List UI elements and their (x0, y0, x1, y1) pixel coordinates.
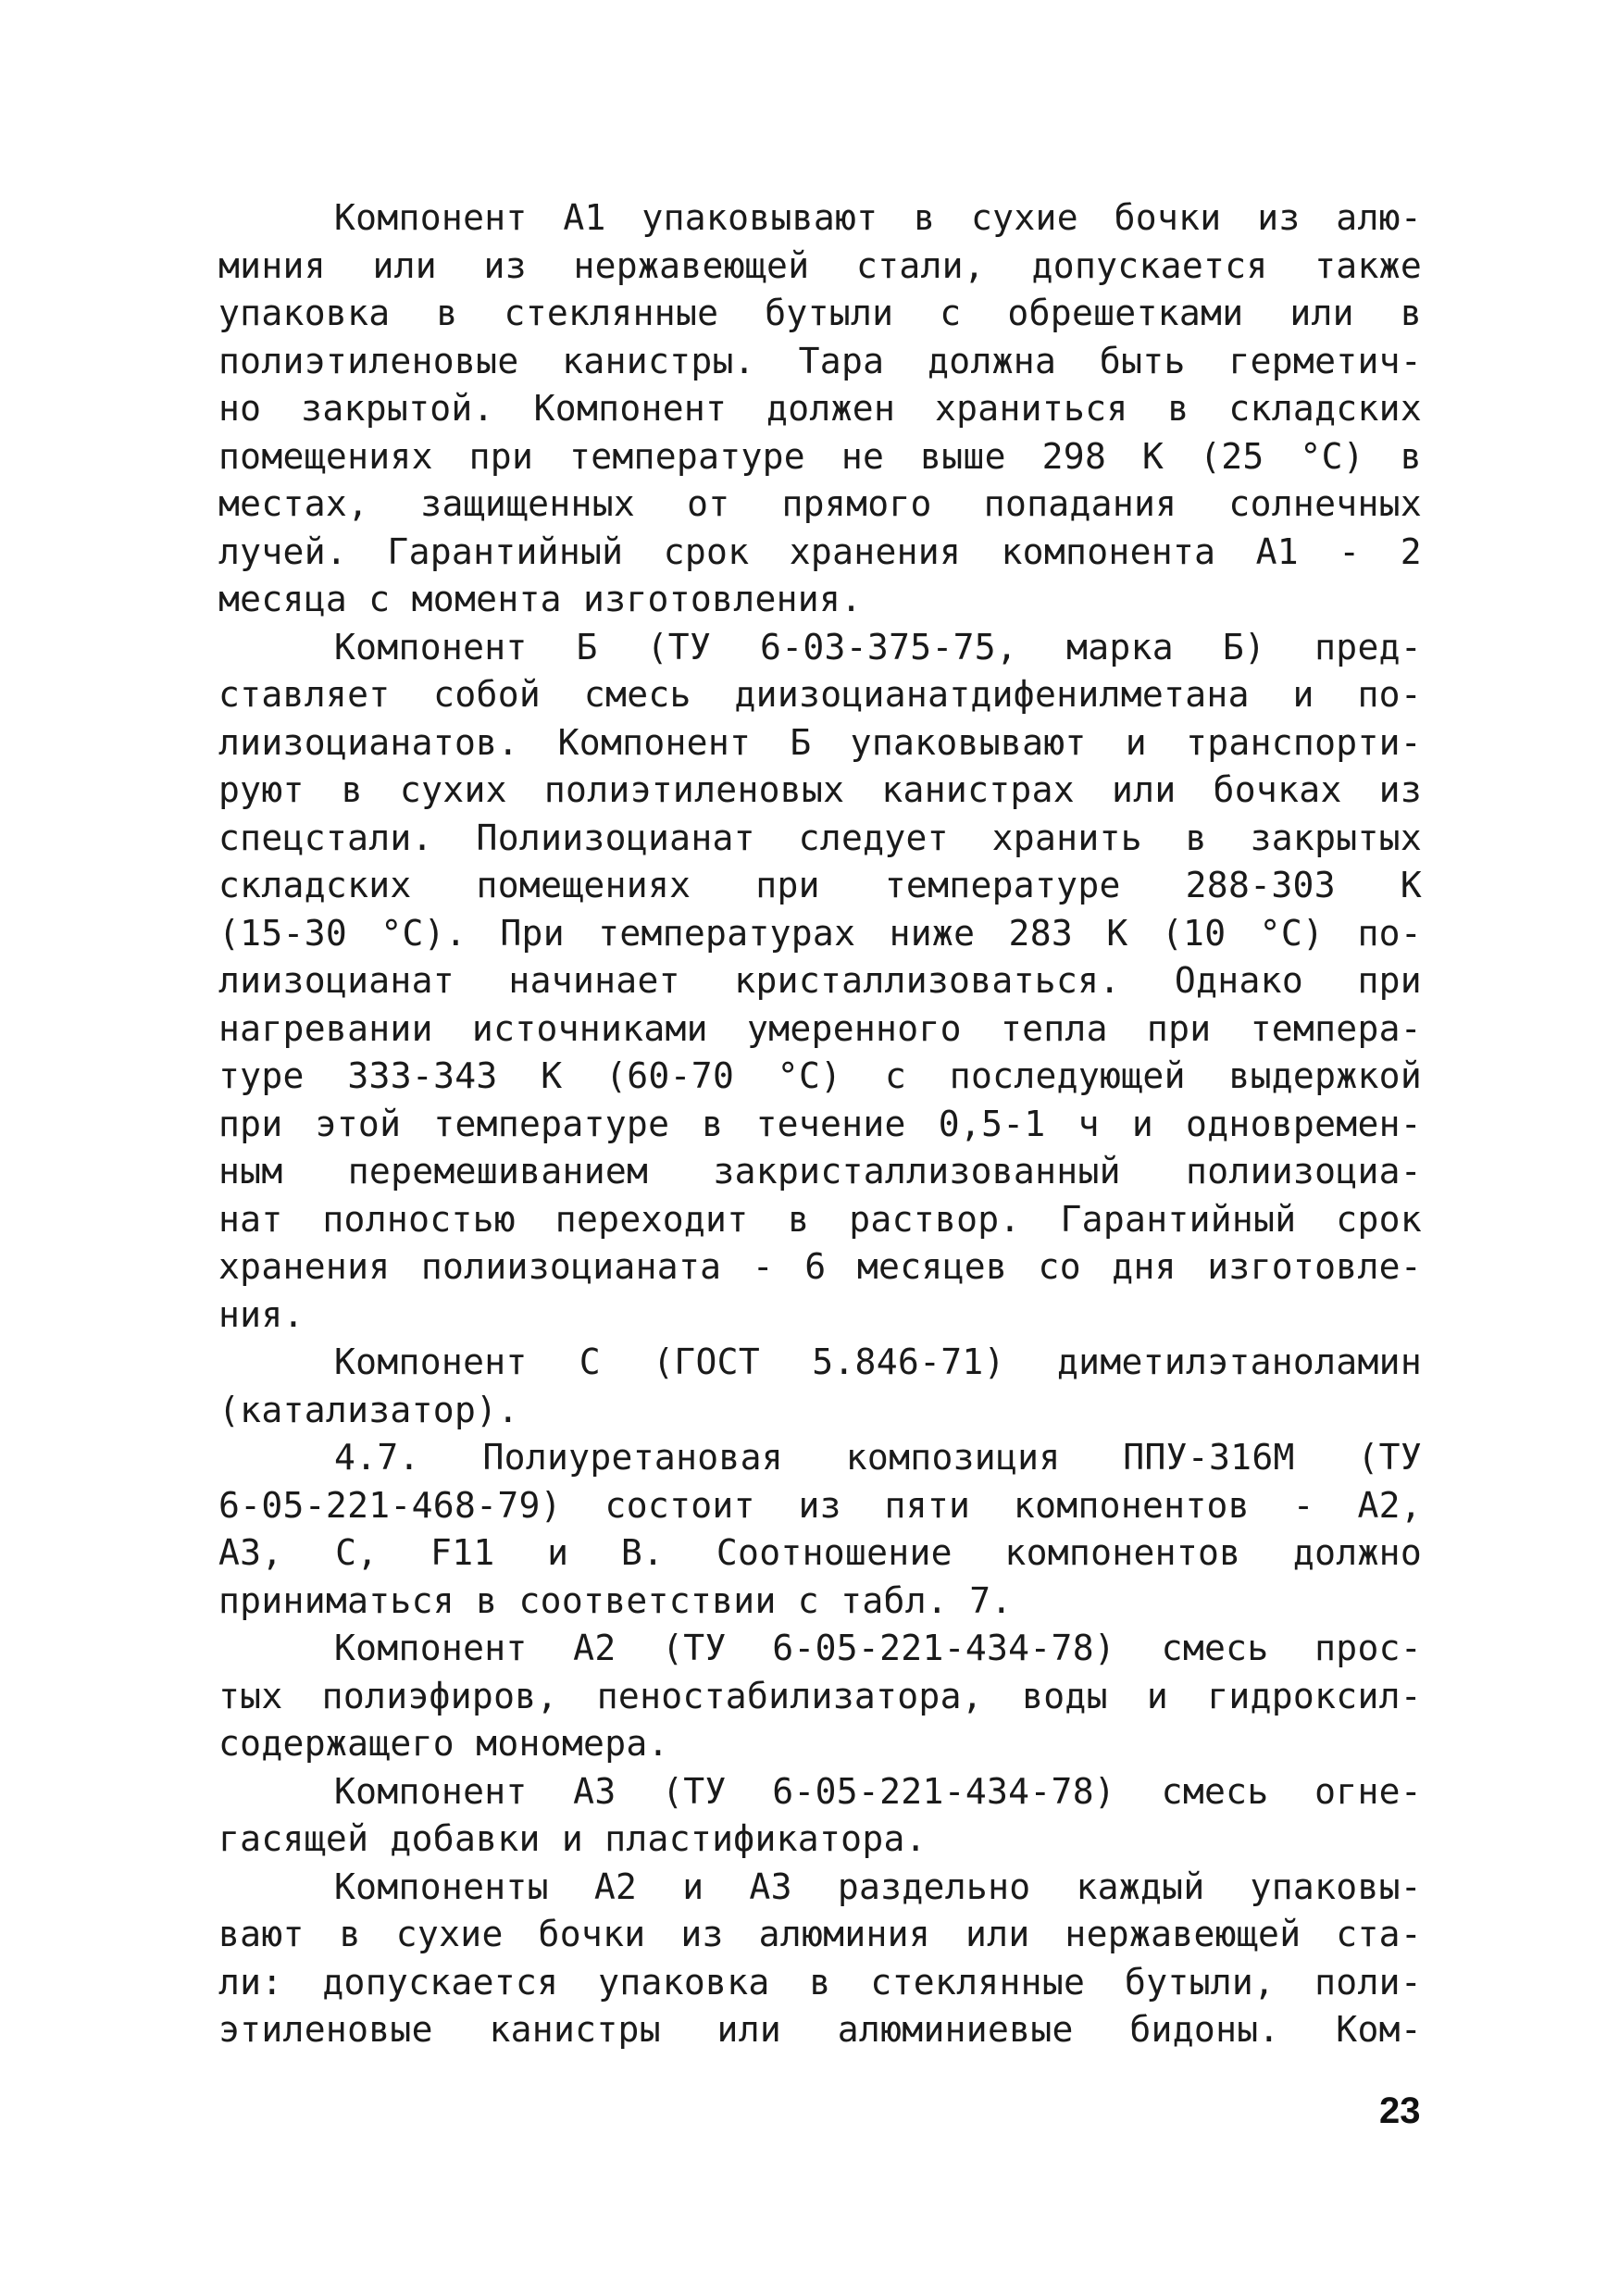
text-line: но закрытой. Компонент должен храниться в складских (218, 388, 1422, 429)
text-line: А3, С, F11 и В. Соотношение компонентов должно (218, 1532, 1422, 1573)
text-line: туре 333-343 К (60-70 °С) с последующей выдержкой (218, 1055, 1422, 1096)
text-line: этиленовые канистры или алюминиевые бидоны. Ком- (218, 2009, 1422, 2050)
text-line: гасящей добавки и пластификатора. (218, 1818, 927, 1859)
text-line: руют в сухих полиэтиленовых канистрах или бочках из (218, 769, 1422, 810)
text-line: полиэтиленовые канистры. Тара должна быть герметич- (218, 340, 1422, 381)
text-line: месяца с момента изготовления. (218, 579, 863, 619)
text-line: лиизоцианат начинает кристаллизоваться. Однако при (218, 960, 1422, 1001)
text-line: лиизоцианатов. Компонент Б упаковывают и транспорти- (218, 721, 1422, 763)
text-line: нат полностью переходит в раствор. Гарантийный срок (218, 1198, 1422, 1240)
text-line: содержащего мономера. (218, 1723, 669, 1764)
text-line: ставляет собой смесь диизоцианатдифенилметана и по- (218, 674, 1422, 715)
text-line: миния или из нержавеющей стали, допускается также (218, 244, 1422, 286)
text-line: ным перемешиванием закристаллизованный полиизоциа- (218, 1151, 1422, 1192)
text-line: вают в сухие бочки из алюминия или нержавеющей ста- (218, 1914, 1422, 1954)
text-line: 6-05-221-468-79) состоит из пяти компонентов - А2, (218, 1484, 1422, 1526)
document-body (218, 194, 1422, 2054)
text-line: Компонент А3 (ТУ 6-05-221-434-78) смесь огне- (334, 1770, 1422, 1812)
text-line: (катализатор). (218, 1389, 519, 1430)
text-line: (15-30 °С). При температурах ниже 283 К (10 °С) по- (218, 912, 1422, 954)
text-line: складских помещениях при температуре 288-303 К (218, 865, 1422, 905)
text-line: упаковка в стеклянные бутыли с обрешетками или в (218, 293, 1422, 333)
text-line: хранения полиизоцианата - 6 месяцев со дня изготовле- (218, 1246, 1422, 1287)
text-line: ли: допускается упаковка в стеклянные бутыли, поли- (218, 1961, 1422, 2003)
text-line: ния. (218, 1293, 305, 1335)
text-line: спецстали. Полиизоцианат следует хранить в закрытых (218, 817, 1422, 858)
page-number: 23 (1379, 2090, 1421, 2131)
text-line: Компонент А2 (ТУ 6-05-221-434-78) смесь прос- (334, 1628, 1422, 1668)
text-line: Компонент С (ГОСТ 5.846-71) диметилэтаноламин (334, 1341, 1422, 1382)
text-line: помещениях при температуре не выше 298 К (25 °С) в (218, 435, 1422, 477)
text-line: при этой температуре в течение 0,5-1 ч и одновремен- (218, 1103, 1422, 1144)
text-line: Компонент А1 упаковывают в сухие бочки из алю- (334, 197, 1422, 238)
text-line: местах, защищенных от прямого попадания солнечных (218, 483, 1422, 524)
text-line: Компоненты А2 и А3 раздельно каждый упаковы- (334, 1866, 1422, 1907)
text-line: лучей. Гарантийный срок хранения компонента А1 - 2 (218, 530, 1422, 572)
text-line: тых полиэфиров, пеностабилизатора, воды и гидроксил- (218, 1675, 1422, 1716)
text-line: приниматься в соответствии с табл. 7. (218, 1579, 1013, 1621)
text-line: нагревании источниками умеренного тепла при темпера- (218, 1007, 1422, 1049)
text-line: Компонент Б (ТУ 6-03-375-75, марка Б) пред- (334, 626, 1422, 668)
text-line: 4.7. Полиуретановая композиция ППУ-316М (ТУ (334, 1437, 1422, 1478)
